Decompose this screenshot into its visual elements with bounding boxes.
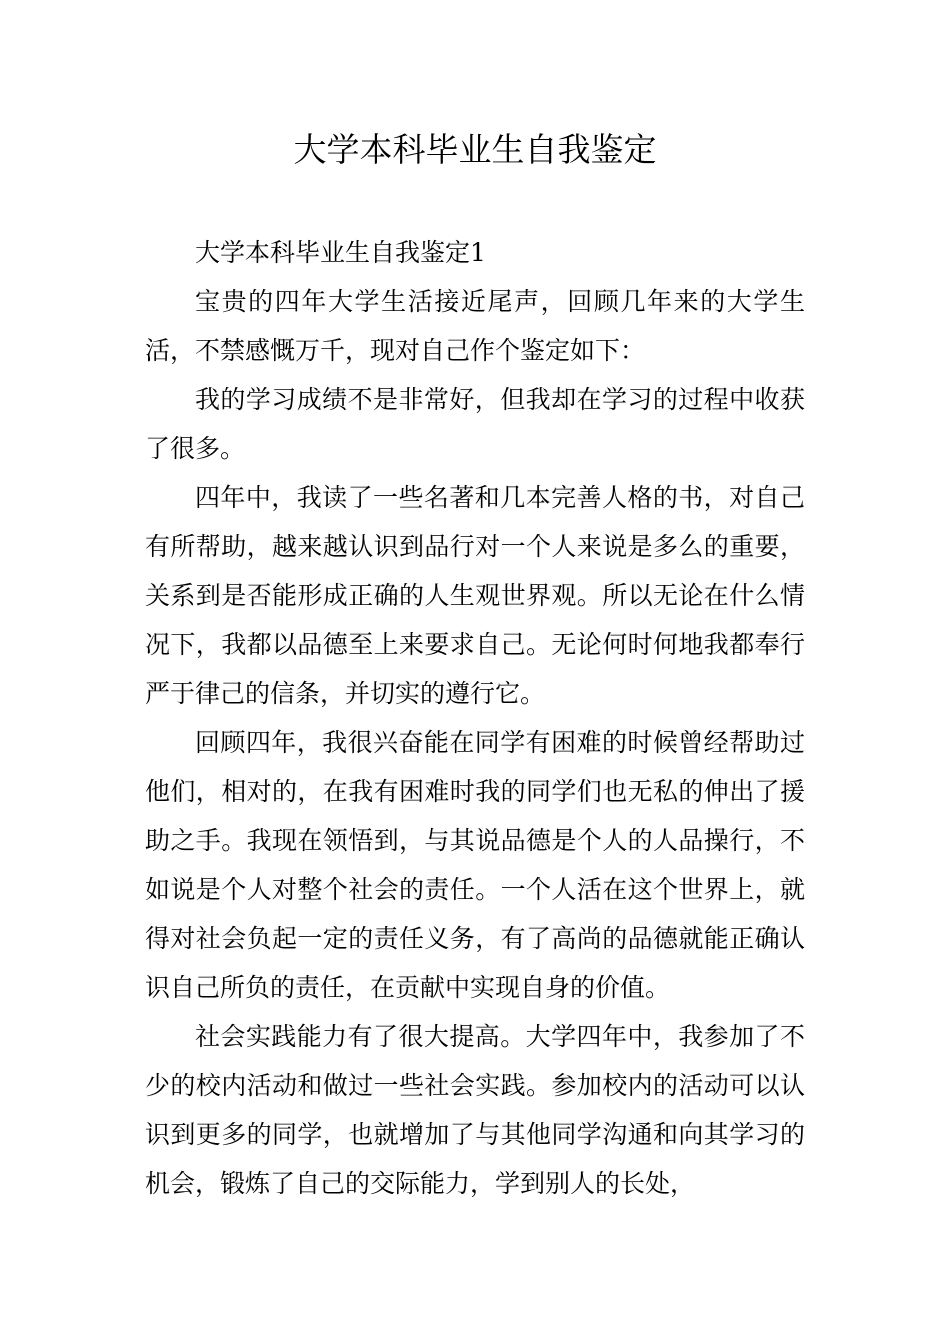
document-body xyxy=(145,228,805,1208)
paragraph: 宝贵的四年大学生活接近尾声，回顾几年来的大学生活，不禁感慨万千，现对自己作个鉴定如下： xyxy=(145,287,805,365)
paragraph: 回顾四年，我很兴奋能在同学有困难的时候曾经帮助过他们，相对的，在我有困难时我的同学们也无私的伸出了援助之手。我现在领悟到，与其说品德是个人的人品操行，不如说是个人对整个社会的责任。一个人活在这个世界上，就得对社会负起一定的责任义务，有了高尚的品德就能正确认识自己所负的责任，在贡献中实现自身的价值。 xyxy=(145,728,805,1002)
document-title: 大学本科毕业生自我鉴定 xyxy=(293,130,657,169)
subtitle-paragraph: 大学本科毕业生自我鉴定1 xyxy=(195,238,486,267)
paragraph: 四年中，我读了一些名著和几本完善人格的书，对自己有所帮助，越来越认识到品行对一个人来说是多么的重要，关系到是否能形成正确的人生观世界观。所以无论在什么情况下，我都以品德至上来要求自己。无论何时何地我都奉行严于律己的信条，并切实的遵行它。 xyxy=(145,483,805,708)
paragraph: 社会实践能力有了很大提高。大学四年中，我参加了不少的校内活动和做过一些社会实践。参加校内的活动可以认识到更多的同学，也就增加了与其他同学沟通和向其学习的机会，锻炼了自己的交际能力，学到别人的长处， xyxy=(145,1022,805,1198)
paragraph: 我的学习成绩不是非常好，但我却在学习的过程中收获了很多。 xyxy=(145,385,805,463)
